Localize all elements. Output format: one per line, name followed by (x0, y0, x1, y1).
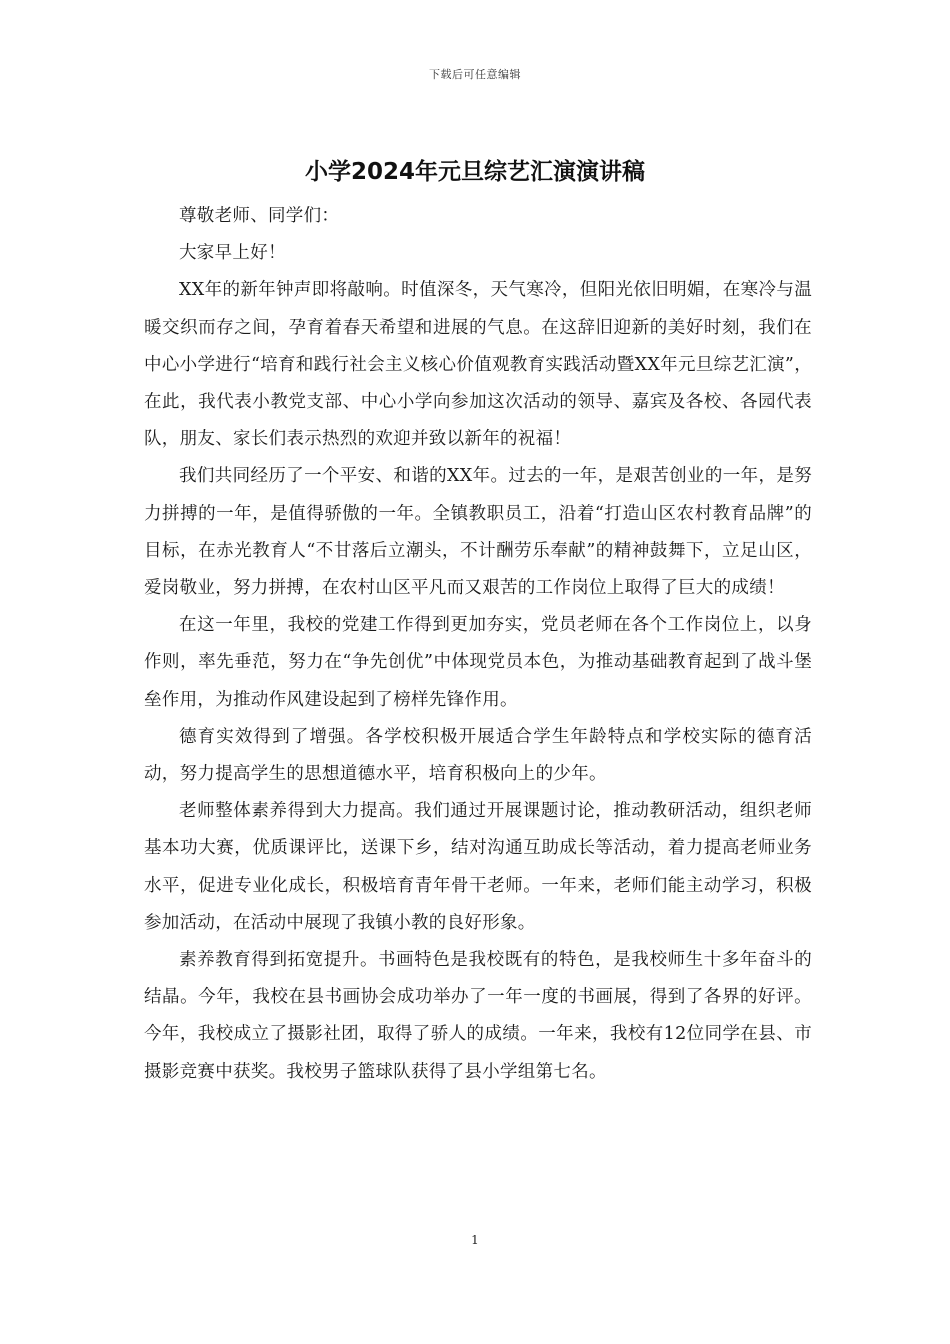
paragraph-moral-education: 德育实效得到了增强。各学校积极开展适合学生年龄特点和学校实际的德育活动，努力提高学生的思想道德水平，培育积极向上的少年。 (144, 726, 812, 785)
page-number: 1 (471, 1233, 479, 1247)
paragraph-new-year: XX年的新年钟声即将敲响。时值深冬，天气寒冷，但阳光依旧明媚，在寒冷与温暖交织而存之间，孕育着春天希望和进展的气息。在这辞旧迎新的美好时刻，我们在中心小学进行“培育和践行社会主义核心价值观教育实践活动暨XX年元旦综艺汇演”，在此，我代表小教党支部、中心小学向参加这次活动的领导、嘉宾及各校、各园代表队，朋友、家长们表示热烈的欢迎并致以新年的祝福！ (144, 280, 812, 450)
document-title: 小学2024年元旦综艺汇演演讲稿 (304, 159, 645, 185)
page-header-note: 下载后可任意编辑 (429, 68, 521, 81)
paragraph-teacher-quality: 老师整体素养得到大力提高。我们通过开展课题讨论，推动教研活动，组织老师基本功大赛，优质课评比，送课下乡，结对沟通互助成长等活动，着力提高老师业务水平，促进专业化成长，积极培育青年骨干老师。一年来，老师们能主动学习，积极参加活动，在活动中展现了我镇小教的良好形象。 (144, 801, 812, 933)
greeting: 大家早上好！ (179, 243, 286, 264)
paragraph-party-building: 在这一年里，我校的党建工作得到更加夯实，党员老师在各个工作岗位上，以身作则，率先垂范，努力在“争先创优”中体现党员本色，为推动基础教育起到了战斗堡垒作用，为推动作风建设起到了榜样先锋作用。 (144, 615, 812, 710)
document-body (144, 198, 812, 1091)
paragraph-quality-education: 素养教育得到拓宽提升。书画特色是我校既有的特色，是我校师生十多年奋斗的结晶。今年，我校在县书画协会成功举办了一年一度的书画展，得到了各界的好评。今年，我校成立了摄影社团，取得了骄人的成绩。一年来，我校有12位同学在县、市摄影竞赛中获奖。我校男子篮球队获得了县小学组第七名。 (144, 950, 812, 1082)
paragraph-review: 我们共同经历了一个平安、和谐的XX年。过去的一年，是艰苦创业的一年，是努力拼搏的一年，是值得骄傲的一年。全镇教职员工，沿着“打造山区农村教育品牌”的目标，在赤光教育人“不甘落后立潮头，不计酬劳乐奉献”的精神鼓舞下，立足山区，爱岗敬业，努力拼搏，在农村山区平凡而又艰苦的工作岗位上取得了巨大的成绩！ (144, 466, 812, 599)
salutation: 尊敬老师、同学们： (179, 206, 340, 226)
